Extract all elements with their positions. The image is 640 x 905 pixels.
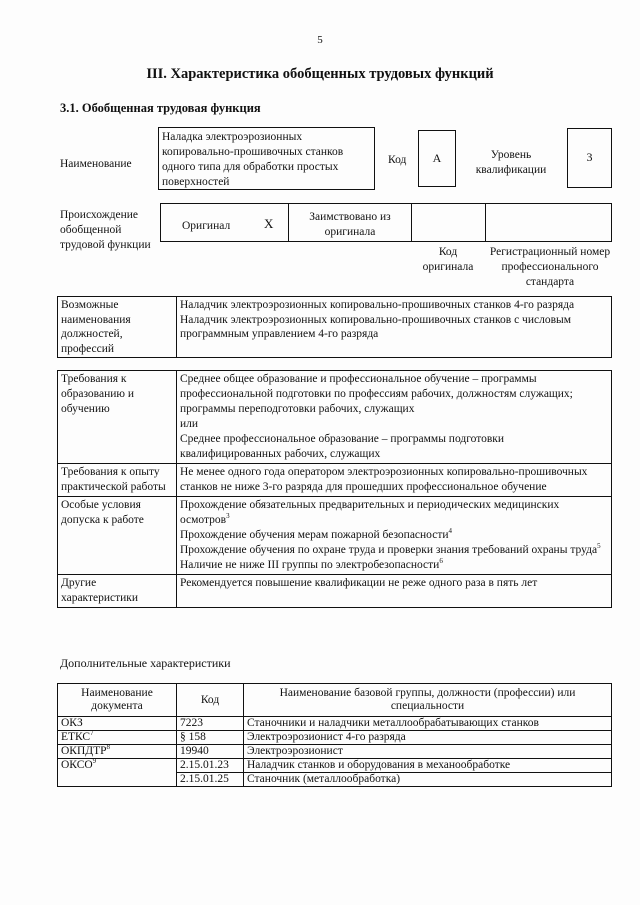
name-value: Наладка электроэрозионных копировально-прошивочных станков одного типа для обработки простых поверхностей [162, 131, 344, 188]
row-doc: ОКЗ [58, 717, 177, 731]
code-value-box [418, 130, 456, 187]
table-row [58, 745, 612, 759]
origin-divider-3 [485, 203, 486, 242]
section-title: III. Характеристика обобщенных трудовых функций [146, 66, 494, 82]
condition-4: Наличие не ниже III группы по электробезопасности$^6$ [180, 557, 443, 571]
table-row [58, 497, 612, 575]
footnote-ref: 4 [448, 527, 453, 536]
experience-value: Не менее одного года оператором электроэрозионных копировально-прошивочных станков не ниже 3-го разряда для прошедших профессиональное обучение [177, 464, 612, 497]
other-label: Другие характеристики [58, 575, 177, 608]
original-code-caption: Код оригинала [422, 246, 474, 273]
row-code: 7223 [177, 717, 244, 731]
level-label: Уровень квалификации [475, 149, 547, 176]
additional-title: Дополнительные характеристики [60, 656, 231, 670]
row-code: 19940 [177, 745, 244, 759]
position-2: Наладчик электроэрозионных копировально-прошивочных станков с числовым программным управлением 4-го разряда [180, 313, 572, 340]
education-or: или [180, 418, 199, 430]
experience-label: Требования к опыту практической работы [58, 464, 177, 497]
subsection-title: 3.1. Обобщенная трудовая функция [60, 101, 261, 115]
table-row [58, 759, 612, 773]
positions-table [57, 296, 612, 358]
table-row [58, 464, 612, 497]
row-code: § 158 [177, 731, 244, 745]
footnote-ref: 6 [439, 557, 443, 566]
borrowed-label: Заимствовано из оригинала [309, 211, 391, 238]
row-name: Станочник (металлообработка) [244, 773, 612, 787]
row-doc: ОКПДТР$^8$ [58, 745, 177, 759]
row-doc: ЕТКС$^7$ [58, 731, 177, 745]
name-label: Наименование [60, 158, 132, 170]
table-row [58, 575, 612, 608]
row-doc: ОКСО$^9$ [58, 759, 177, 787]
row-name: Наладчик станков и оборудования в механообработке [244, 759, 612, 773]
name-value-box [158, 127, 375, 190]
col-code-header: Код [177, 684, 244, 717]
original-mark: X [264, 216, 274, 231]
footnote-ref: 5 [597, 542, 601, 551]
education-label: Требования к образованию и обучению [58, 371, 177, 464]
row-name: Электроэрозионист [244, 745, 612, 759]
condition-3: Прохождение обучения по охране труда и проверки знания требований охраны труда$^5$ [180, 542, 601, 556]
positions-label: Возможные наименования должностей, профессий [58, 297, 177, 358]
footnote-ref: 3 [226, 512, 230, 521]
education-option-2: Среднее профессиональное образование – программы подготовки квалифицированных рабочих, служащих [180, 433, 505, 460]
positions-value [177, 297, 612, 358]
additional-table [57, 683, 612, 787]
conditions-value [177, 497, 612, 575]
code-value: А [432, 151, 442, 165]
col-name-header: Наименование базовой группы, должности (профессии) или специальности [244, 684, 612, 717]
row-name: Электроэрозионист 4-го разряда [244, 731, 612, 745]
education-value [177, 371, 612, 464]
origin-label: Происхождение обобщенной трудовой функции [60, 209, 151, 251]
level-value-box [567, 128, 612, 188]
position-1: Наладчик электроэрозионных копировально-прошивочных станков 4-го разряда [180, 299, 575, 311]
table-row [58, 731, 612, 745]
conditions-label: Особые условия допуска к работе [58, 497, 177, 575]
condition-2: Прохождение обучения мерам пожарной безопасности$^4$ [180, 527, 453, 541]
col-doc-header: Наименование документа [58, 684, 177, 717]
origin-divider-2 [411, 203, 412, 242]
original-label: Оригинал [182, 220, 231, 232]
row-name: Станочники и наладчики металлообрабатывающих станков [244, 717, 612, 731]
table-row [58, 371, 612, 464]
condition-1: Прохождение обязательных предварительных и периодических медицинских осмотров$^3$ [180, 499, 560, 526]
page-number: 5 [317, 34, 323, 46]
code-label: Код [388, 154, 407, 166]
origin-divider-1 [288, 203, 289, 242]
requirements-table [57, 370, 612, 608]
table-row [58, 717, 612, 731]
level-value: 3 [586, 150, 593, 164]
other-value: Рекомендуется повышение квалификации не реже одного раза в пять лет [177, 575, 612, 608]
row-code: 2.15.01.23 [177, 759, 244, 773]
table-header-row [58, 684, 612, 717]
row-code: 2.15.01.25 [177, 773, 244, 787]
education-option-1: Среднее общее образование и профессиональное обучение – программы профессиональной подготовки по профессиям рабочих, должностям служащих; программы переподготовки рабочих, служащих [180, 373, 573, 415]
reg-number-caption: Регистрационный номер профессионального стандарта [489, 246, 611, 288]
